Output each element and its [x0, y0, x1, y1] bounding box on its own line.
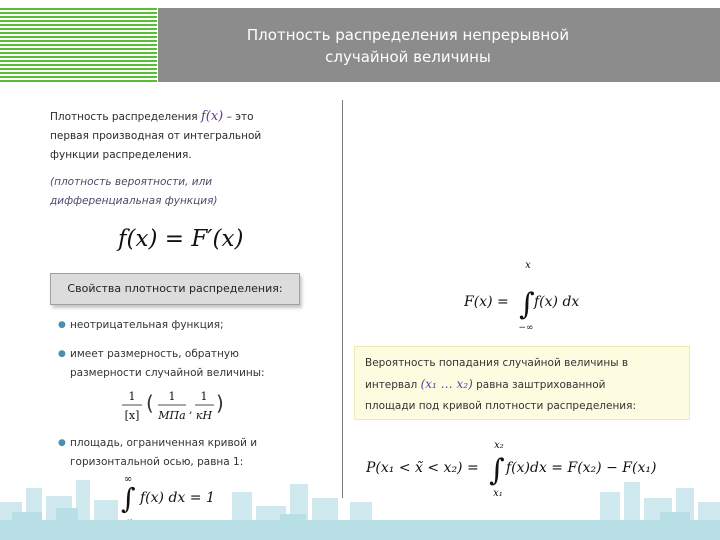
definition-line-2: первая производная от интегральной — [50, 130, 262, 142]
dim-lhs-numerator: 1 — [128, 390, 136, 403]
cdf-formula — [464, 254, 604, 334]
skyline-decoration — [0, 462, 720, 540]
slide-title — [158, 24, 658, 68]
bullet-dot-icon: ● — [58, 320, 66, 330]
definition-text — [50, 107, 261, 165]
prob-formula-lhs: P(x₁ < x̃ < x₂) = — [366, 460, 479, 476]
prob-line-3: площади под кривой плотности распределения: — [365, 400, 636, 412]
note-line-2: дифференциальная функция) — [50, 195, 218, 207]
note-line-1: (плотность вероятности, или — [50, 176, 213, 188]
svg-text:): ) — [216, 391, 224, 415]
definition-note — [50, 173, 218, 211]
bullet-text-line-1: имеет размерность, обратную — [70, 348, 239, 360]
probability-note-box — [354, 346, 690, 420]
cdf-upper-limit: x — [525, 260, 531, 271]
bullet-dot-icon: ● — [58, 438, 66, 448]
definition-func: f(x) — [200, 109, 224, 124]
integral-body: f(x) dx = 1 — [140, 490, 215, 506]
definition-dash: – это — [226, 111, 254, 123]
probability-note-text — [365, 353, 636, 417]
integral-sign-icon: ∫ — [489, 453, 505, 488]
prob-line-1: Вероятность попадания случайной величины в — [365, 357, 629, 369]
list-item — [58, 316, 224, 335]
bullet-text-line-2: размерности случайной величины: — [70, 367, 265, 379]
prob-interval: (x₁ … x₂) — [420, 377, 473, 391]
integral-upper-limit: ∞ — [123, 474, 133, 485]
header-stripes-decoration — [0, 8, 157, 82]
bullet-text-line-1: площадь, ограниченная кривой и — [70, 437, 258, 449]
bullet-text: неотрицательная функция; — [70, 319, 224, 331]
properties-heading-box — [50, 273, 300, 305]
integral-sign-icon: ∫ — [121, 482, 136, 515]
definition-line-1 — [50, 107, 261, 127]
properties-heading: Свойства плотности распределения: — [67, 282, 283, 295]
title-line-1: Плотность распределения непрерывной — [246, 26, 570, 44]
prob-lower-limit: x₁ — [493, 488, 503, 499]
dim-separator: , — [189, 403, 193, 416]
prob-upper-limit: x₂ — [494, 440, 504, 451]
column-divider — [342, 100, 343, 498]
prob-line-2-tail: равна заштрихованной — [476, 379, 606, 391]
dim-rhs-numerator-1: 1 — [168, 390, 176, 403]
main-formula: f(x) = F′(x) — [118, 226, 244, 252]
dim-rhs-numerator-2: 1 — [200, 390, 208, 403]
title-line-2: случайной величины — [325, 48, 491, 66]
dimension-formula — [118, 386, 228, 430]
prob-line-2 — [365, 374, 636, 396]
svg-text:(: ( — [146, 391, 154, 415]
cdf-integrand: f(x) dx — [534, 294, 580, 310]
cdf-lower-limit: −∞ — [518, 323, 534, 333]
prob-formula-body: f(x)dx = F(x₂) − F(x₁) — [506, 460, 657, 476]
prob-interval-label: интервал — [365, 379, 418, 391]
cdf-lhs: F(x) = — [464, 294, 509, 310]
definition-term: Плотность распределения — [50, 111, 198, 123]
dim-rhs-denominator-2: кН — [195, 409, 213, 422]
bullet-dot-icon: ● — [58, 349, 66, 359]
definition-line-3: функции распределения. — [50, 149, 192, 161]
integral-sign-icon: ∫ — [519, 287, 535, 322]
dim-lhs-denominator: [x] — [124, 409, 140, 422]
list-item — [58, 345, 265, 383]
bullet-text-line-2: горизонтальной осью, равна 1: — [70, 456, 244, 468]
dim-rhs-denominator-1: МПа — [158, 409, 186, 422]
